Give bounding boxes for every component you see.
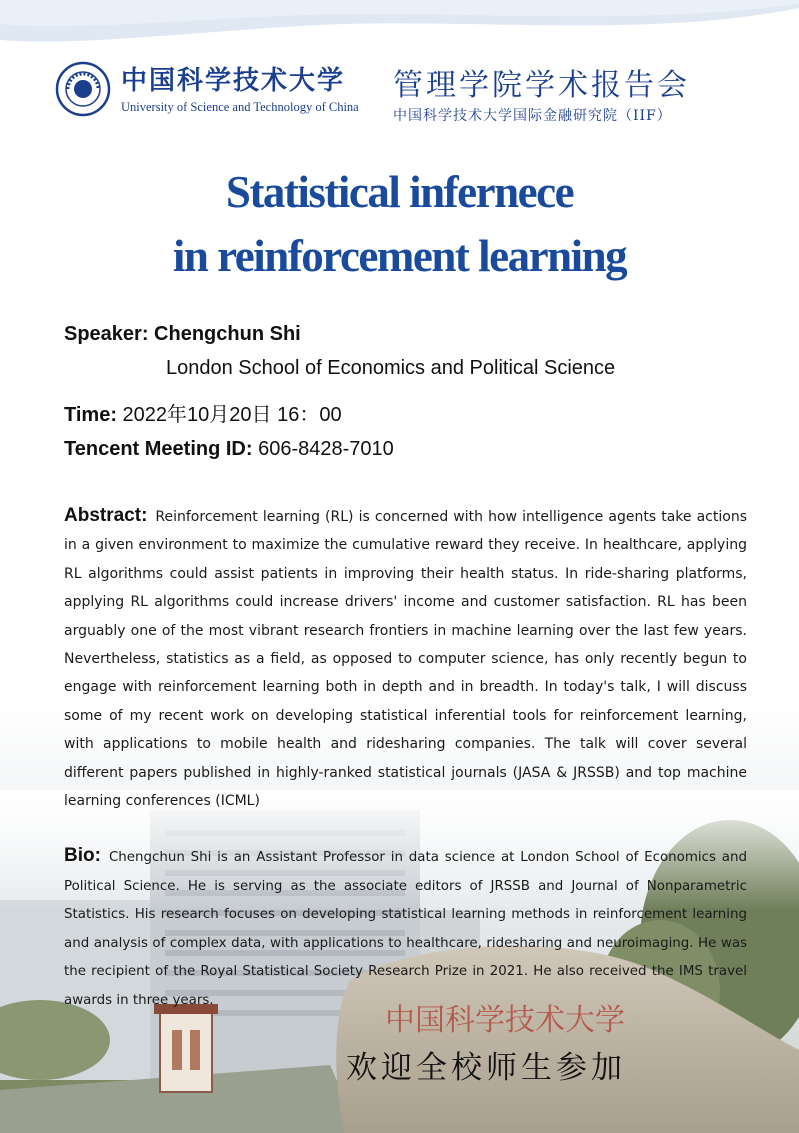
meeting-row [64, 438, 394, 461]
university-name-cn: 中国科学技术大学 [121, 66, 346, 96]
time-value: 2022年10月20日 16：00 [116, 404, 342, 426]
header [55, 58, 755, 128]
time-label: Time: [64, 404, 117, 426]
abstract-label: Abstract: [64, 505, 148, 526]
abstract-section [64, 502, 747, 815]
time-row [64, 398, 342, 427]
school-seminar-title: 管理学院学术报告会 [393, 68, 690, 103]
meeting-label: Tencent Meeting ID: [64, 438, 253, 460]
institute-name: 中国科学技术大学国际金融研究院（IIF） [393, 108, 672, 124]
meeting-id-value: 606-8428-7010 [252, 438, 394, 460]
top-wave-decoration [0, 0, 799, 60]
bio-text: Chengchun Shi is an Assistant Professor in data science at London School of Economics and Political Science. He is serving as the associate editors of JRSSB and Journal of Nonparametric Statistics. His research focuses on developing statistical learning methods in reinforcement learning and analysis of complex data, with applications to healthcare, ridesharing and neuroimaging. He was the recipient of the Royal Statistical Society Research Prize in 2021. He also received the IMS travel awards in three years. [64, 850, 747, 1008]
speaker-affiliation: London School of Economics and Political Science [166, 357, 616, 379]
welcome-message: 欢迎全校师生参加 [346, 1050, 626, 1086]
talk-title [0, 160, 799, 288]
talk-title-line-1: Statistical infernece [225, 167, 574, 217]
university-name-en: University of Science and Technology of China [121, 100, 359, 114]
speaker-name: Chengchun Shi [148, 323, 301, 345]
speaker-label: Speaker: [64, 323, 149, 345]
university-seal-icon [55, 61, 111, 117]
talk-title-line-2: in reinforcement learning [172, 231, 627, 281]
bio-label: Bio: [64, 845, 101, 866]
abstract-text: Reinforcement learning (RL) is concerned with how intelligence agents take actions in a given environment to maximize the cumulative reward they receive. In healthcare, applying RL algorithms could assist patients in improving their health status. In ride-sharing platforms, applying RL algorithms could increase drivers' income and customer satisfaction. RL has been arguably one of the most vibrant research frontiers in machine learning over the last few years. Nevertheless, statistics as a field, as opposed to computer science, has only recently begun to engage with reinforcement learning both in depth and in breadth. In today's talk, I will discuss some of my recent work on developing statistical inferential tools for reinforcement learning, with applications to mobile health and ridesharing companies. The talk will cover several different papers published in highly-ranked statistical journals (JASA & JRSSB) and top machine learning conferences (ICML) [64, 509, 747, 810]
speaker-row [64, 323, 301, 346]
bio-section [64, 842, 747, 1016]
